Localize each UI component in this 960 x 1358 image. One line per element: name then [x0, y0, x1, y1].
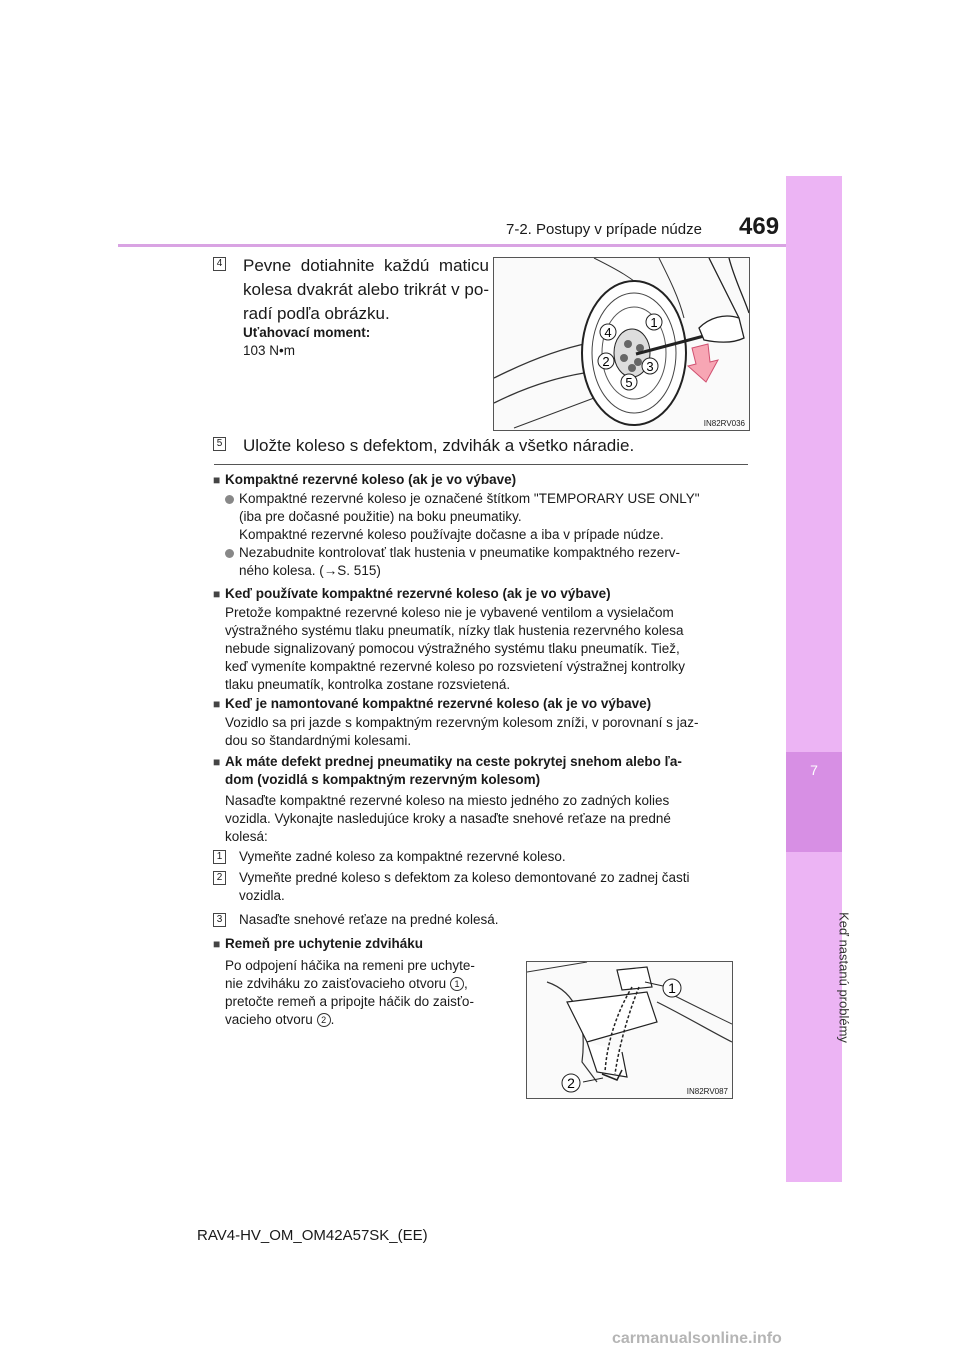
section-heading: Remeň pre uchytenie zdviháku — [225, 936, 424, 951]
figure-number-1: 1 — [650, 315, 658, 330]
step4-line1: Pevne dotiahnite každú maticu — [243, 256, 489, 275]
text-line: kolesá: — [225, 829, 268, 844]
figure-code: IN82RV036 — [703, 419, 745, 428]
watermark: carmanualsonline.info — [612, 1330, 782, 1347]
text-line: (iba pre dočasné použitie) na boku pneumatiky. — [239, 509, 522, 524]
text-line: vozidla. Vykonajte nasledujúce kroky a nasaďte snehové reťaze na predné — [225, 811, 671, 826]
step-marker-1: 1 — [213, 850, 226, 864]
text-line: nie zdviháku zo zaisťovacieho otvoru 1 , — [225, 976, 468, 991]
text-line: Nezabudnite kontrolovať tlak hustenia v pneumatike kompaktného rezerv- — [239, 545, 681, 560]
step4-text — [243, 254, 489, 326]
section-heading — [225, 753, 748, 789]
section-body — [225, 792, 748, 846]
torque-label: Uťahovací moment: — [243, 325, 371, 340]
text-line: Nasaďte kompaktné rezervné koleso na miesto jedného zo zadných kolies — [225, 793, 670, 808]
text-line: dom (vozidlá s kompaktným rezervným kolesom) — [225, 772, 541, 787]
step4-line3: radí podľa obrázku. — [243, 304, 390, 323]
figure-number-2: 2 — [567, 1075, 575, 1091]
figure-number-2: 2 — [602, 354, 610, 369]
text-line: nebude signalizovaný pomocou výstražného systému tlaku pneumatík. Tiež, — [225, 641, 680, 656]
step-marker-2: 2 — [213, 871, 226, 885]
figure-number-4: 4 — [604, 325, 612, 340]
text-line: tlaku pneumatík, kontrolka zostane rozsvietená. — [225, 677, 511, 692]
text-line: dou so štandardnými kolesami. — [225, 733, 412, 748]
text-line: výstražného systému tlaku pneumatík, nízky tlak hustenia rezervného kolesa — [225, 623, 684, 638]
step1-text: Vymeňte zadné koleso za kompaktné rezervné koleso. — [239, 849, 566, 864]
section-body — [225, 957, 505, 1029]
section-heading: Keď používate kompaktné rezervné koleso (ak je vo výbave) — [225, 586, 611, 601]
wheel-lug-nut-figure — [493, 257, 750, 431]
circled-ref-1: 1 — [450, 977, 464, 991]
chapter-side-tab — [786, 176, 842, 1182]
page-number: 469 — [739, 213, 780, 240]
step4-line2: kolesa dvakrát alebo trikrát v po- — [243, 280, 489, 299]
chapter-title-text: Keď nastanú problémy — [836, 912, 852, 1043]
text-line: vacieho otvoru 2 . — [225, 1012, 335, 1027]
text-line: Kompaktné rezervné koleso používajte dočasne a iba v prípade núdze. — [239, 527, 664, 542]
text-line: Ak máte defekt prednej pneumatiky na ceste pokrytej snehom alebo ľa- — [225, 754, 682, 769]
section-divider — [214, 464, 748, 465]
square-bullet-icon: ■ — [213, 697, 221, 711]
step-marker-3: 3 — [213, 913, 226, 927]
square-bullet-icon: ■ — [213, 587, 221, 601]
chapter-number: 7 — [810, 762, 818, 778]
figure-number-5: 5 — [625, 375, 633, 390]
step5-text: Uložte koleso s defektom, zdvihák a všetko náradie. — [243, 436, 635, 455]
text-line: Kompaktné rezervné koleso je označené štítkom "TEMPORARY USE ONLY" — [239, 491, 700, 506]
jack-strap-illustration — [527, 962, 732, 1098]
text-line: keď vymeníte kompaktné rezervné koleso po rozsvietení výstražnej kontrolky — [225, 659, 686, 674]
text-line: Vymeňte predné koleso s defektom za koleso demontované zo zadnej časti — [239, 870, 690, 885]
wheel-illustration — [494, 258, 749, 430]
header-divider — [118, 244, 786, 247]
dot-bullet-icon — [225, 549, 234, 558]
step-marker-4: 4 — [213, 257, 226, 271]
text-line: pretočte remeň a pripojte háčik do zaisťo- — [225, 994, 474, 1009]
section-heading: Keď je namontované kompaktné rezervné koleso (ak je vo výbave) — [225, 696, 652, 711]
text-fragment: vacieho otvoru — [225, 1012, 313, 1027]
section-body — [225, 604, 748, 694]
step2-text — [239, 869, 748, 905]
bullet-text — [239, 490, 748, 544]
square-bullet-icon: ■ — [213, 937, 221, 951]
square-bullet-icon: ■ — [213, 473, 221, 487]
bullet-text — [239, 544, 748, 580]
text-line: vozidla. — [239, 888, 285, 903]
circled-ref-2: 2 — [317, 1013, 331, 1027]
step-marker-5: 5 — [213, 437, 226, 451]
section-body — [225, 714, 748, 750]
torque-value: 103 N•m — [243, 343, 295, 358]
figure-code: IN82RV087 — [686, 1087, 728, 1096]
text-line: Po odpojení háčika na remeni pre uchyte- — [225, 958, 475, 973]
text-line: Vozidlo sa pri jazde s kompaktným rezervným kolesom zníži, v porovnaní s jaz- — [225, 715, 699, 730]
figure-number-3: 3 — [646, 359, 654, 374]
figure-number-1: 1 — [668, 980, 676, 996]
text-fragment: nie zdviháku zo zaisťovacieho otvoru — [225, 976, 447, 991]
dot-bullet-icon — [225, 495, 234, 504]
step3-text: Nasaďte snehové reťaze na predné kolesá. — [239, 912, 499, 927]
square-bullet-icon: ■ — [213, 755, 221, 769]
section-heading: Kompaktné rezervné koleso (ak je vo výbave) — [225, 472, 517, 487]
text-line: Pretože kompaktné rezervné koleso nie je vybavené ventilom a vysielačom — [225, 605, 674, 620]
jack-strap-figure — [526, 961, 733, 1099]
section-title: 7-2. Postupy v prípade núdze — [506, 221, 702, 238]
text-line: ného kolesa. (→S. 515) — [239, 563, 381, 578]
document-code: RAV4-HV_OM_OM42A57SK_(EE) — [197, 1227, 428, 1244]
